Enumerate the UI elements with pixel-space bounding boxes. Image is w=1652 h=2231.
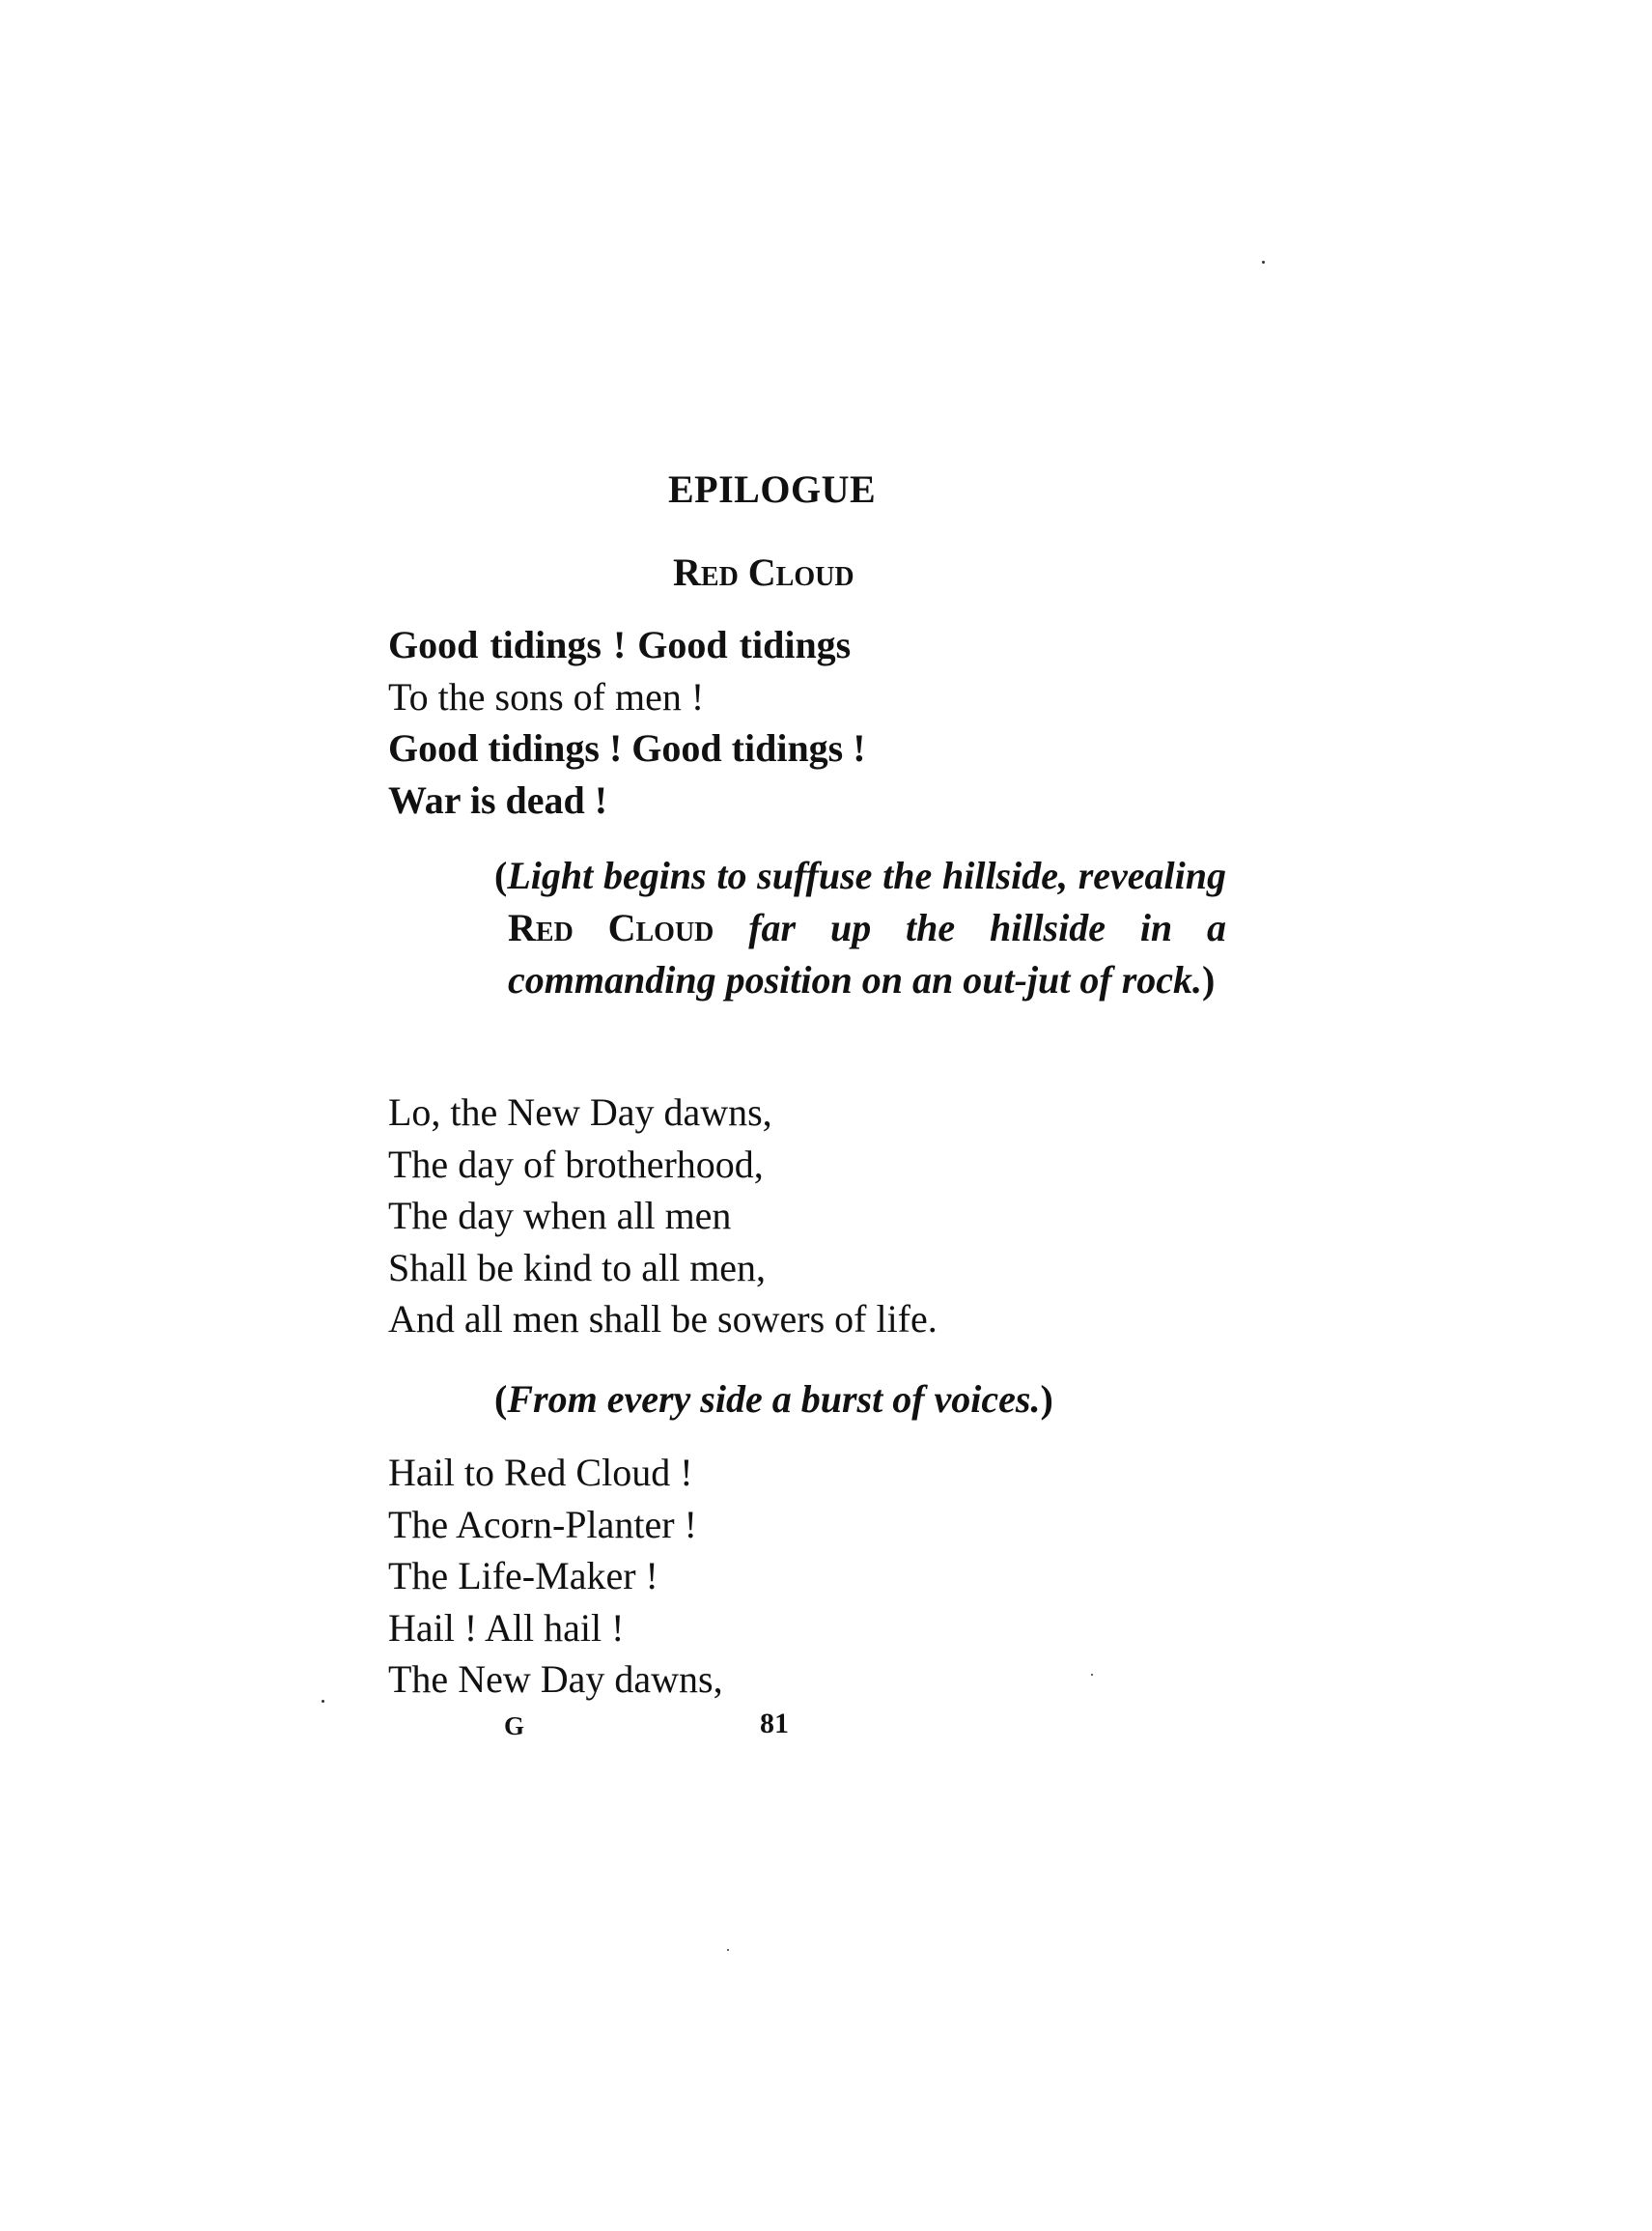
stage-direction-character-name: Red Cloud [508, 906, 714, 949]
verse-line: The day when all men [388, 1194, 732, 1237]
verse-line: Hail to Red Cloud ! [388, 1451, 693, 1494]
page-number: 81 [760, 1708, 789, 1739]
verse-line: The Acorn-Planter ! [388, 1502, 697, 1546]
close-paren: ) [1202, 958, 1216, 1002]
verse-line: Hail ! All hail ! [388, 1605, 625, 1650]
close-paren: ) [1040, 1377, 1053, 1421]
open-paren: ( [494, 854, 508, 897]
verse-line: Good tidings ! Good tidings [388, 623, 852, 666]
verse-line: And all men shall be sowers of life. [388, 1297, 938, 1341]
verse-line: The Life-Maker ! [388, 1554, 658, 1597]
verse-line: Good tidings ! Good tidings ! [388, 726, 866, 770]
scan-speck [322, 1700, 324, 1703]
stanza-hail [388, 1447, 723, 1706]
scan-speck [1262, 261, 1265, 264]
stage-direction-text: From every side a burst of voices. [507, 1377, 1041, 1421]
verse-line: The New Day dawns, [388, 1657, 723, 1701]
open-paren: ( [494, 1377, 508, 1421]
stanza-good-tidings [388, 619, 866, 826]
verse-line: Lo, the New Day dawns, [388, 1090, 772, 1134]
verse-line: To the sons of men ! [388, 674, 705, 719]
stage-direction-light [471, 850, 1226, 1006]
stage-direction-text: Light begins to suffuse the hillside, revealing [507, 854, 1226, 897]
stage-direction-voices [471, 1373, 1147, 1426]
scan-speck [1091, 1674, 1093, 1676]
signature-mark: G [504, 1711, 525, 1740]
scan-speck [727, 1949, 729, 1951]
speaker-name: Red Cloud [673, 551, 854, 594]
stage-direction-text: far up the hillside in a commanding position on an out-jut of rock. [508, 906, 1226, 1002]
verse-line: Shall be kind to all men, [388, 1245, 767, 1289]
stanza-new-day [388, 1087, 938, 1345]
verse-line: The day of brotherhood, [388, 1142, 764, 1186]
page-title: EPILOGUE [668, 467, 877, 511]
verse-line: War is dead ! [388, 777, 608, 822]
